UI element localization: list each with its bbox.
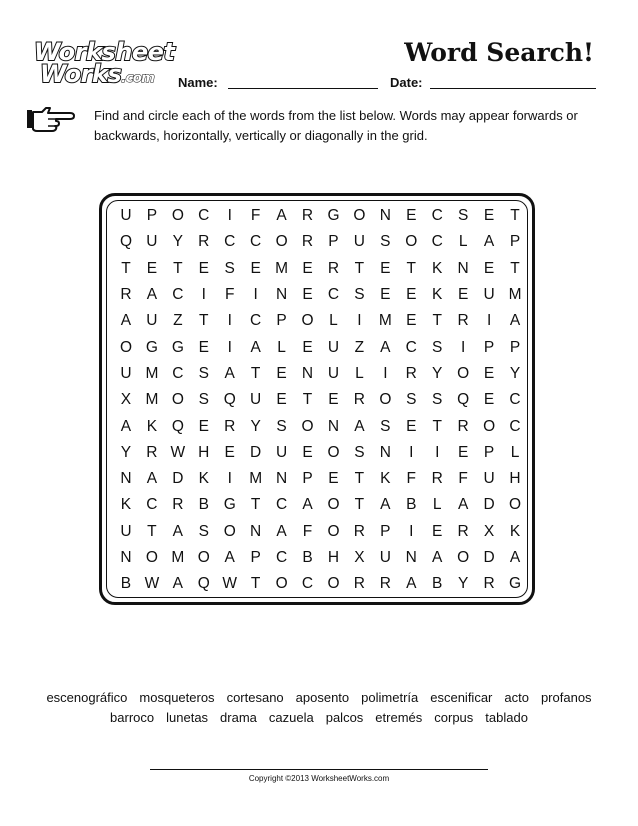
footer-divider: [150, 769, 488, 770]
grid-letter[interactable]: G: [327, 207, 340, 225]
grid-letter[interactable]: M: [249, 470, 263, 488]
grid-letter[interactable]: W: [222, 575, 238, 593]
grid-letter[interactable]: T: [121, 259, 131, 277]
grid-letter[interactable]: A: [302, 496, 313, 514]
name-line: [228, 88, 378, 89]
grid-letter[interactable]: U: [353, 233, 365, 251]
grid-letter[interactable]: O: [457, 364, 470, 382]
grid-letter[interactable]: E: [406, 417, 417, 435]
grid-letter[interactable]: C: [405, 338, 417, 356]
grid-letter[interactable]: D: [483, 549, 495, 566]
grid-letter[interactable]: B: [432, 575, 443, 593]
grid-letter[interactable]: R: [198, 233, 210, 251]
grid-letter[interactable]: T: [432, 312, 442, 330]
name-label: Name:: [178, 75, 218, 90]
grid-letter[interactable]: C: [509, 417, 521, 435]
instructions: Find and circle each of the words from the list below. Words may appear forwards or backwards, horizontally, vertically or diagonally in the grid.: [94, 108, 578, 143]
grid-letter[interactable]: A: [146, 286, 158, 304]
grid-letter[interactable]: E: [302, 443, 313, 461]
word-list-item: corpus: [434, 710, 474, 725]
grid-letter[interactable]: P: [380, 522, 391, 540]
grid-letter[interactable]: A: [250, 338, 261, 356]
word-list-item: palcos: [325, 710, 364, 725]
grid-letter[interactable]: A: [224, 549, 235, 566]
grid-letter[interactable]: E: [198, 338, 209, 356]
grid-letter[interactable]: N: [327, 417, 340, 435]
logo-works: Works: [40, 60, 122, 88]
grid-letter[interactable]: P: [509, 233, 521, 251]
grid-letter[interactable]: T: [250, 575, 261, 593]
grid-letter[interactable]: E: [302, 338, 313, 356]
grid-letter[interactable]: E: [302, 286, 313, 304]
grid-letter[interactable]: L: [432, 496, 442, 514]
grid-letter[interactable]: N: [120, 470, 132, 488]
word-list-item: cazuela: [268, 710, 314, 725]
grid-letter[interactable]: R: [483, 575, 495, 593]
grid-letter[interactable]: O: [171, 391, 184, 409]
grid-letter[interactable]: G: [223, 496, 236, 514]
grid-letter[interactable]: S: [354, 443, 365, 461]
grid-letter[interactable]: N: [275, 470, 288, 488]
grid-letter[interactable]: E: [328, 470, 339, 488]
grid-letter[interactable]: E: [250, 259, 261, 277]
grid-letter[interactable]: F: [458, 470, 468, 488]
grid-letter[interactable]: O: [301, 417, 314, 435]
grid-letter[interactable]: M: [171, 549, 185, 566]
grid-letter[interactable]: O: [327, 522, 340, 540]
grid-letter[interactable]: Q: [119, 233, 132, 251]
grid-letter[interactable]: B: [120, 575, 132, 593]
grid-letter[interactable]: C: [250, 312, 262, 330]
grid-letter[interactable]: B: [198, 496, 209, 514]
grid-letter[interactable]: E: [198, 417, 209, 435]
grid-letter[interactable]: S: [354, 286, 365, 304]
word-list-row-2: [0, 710, 638, 725]
grid-letter[interactable]: I: [201, 286, 206, 304]
grid-letter[interactable]: I: [357, 312, 362, 330]
grid-letter[interactable]: R: [120, 286, 132, 304]
grid-letter[interactable]: O: [327, 443, 340, 461]
grid-letter[interactable]: E: [276, 364, 287, 382]
word-search-grid: [113, 203, 528, 597]
grid-letter[interactable]: N: [120, 549, 132, 566]
grid-letter[interactable]: A: [172, 522, 184, 540]
grid-letter[interactable]: N: [457, 259, 469, 277]
grid-letter[interactable]: F: [406, 470, 417, 488]
pointing-hand-icon: [26, 104, 76, 134]
grid-letter[interactable]: U: [146, 233, 158, 251]
grid-letter[interactable]: T: [510, 207, 520, 225]
word-list-item: profanos: [540, 690, 592, 705]
grid-letter[interactable]: H: [509, 470, 521, 488]
grid-letter[interactable]: K: [432, 259, 443, 277]
grid-letter[interactable]: C: [327, 286, 340, 304]
grid-letter[interactable]: R: [457, 312, 469, 330]
grid-letter[interactable]: O: [457, 549, 470, 566]
grid-letter[interactable]: C: [198, 207, 210, 225]
grid-letter[interactable]: Y: [250, 417, 261, 435]
grid-letter[interactable]: K: [146, 417, 158, 435]
grid-letter[interactable]: E: [328, 391, 339, 409]
grid-letter[interactable]: T: [354, 496, 365, 514]
grid-letter[interactable]: N: [379, 207, 391, 225]
grid-letter[interactable]: M: [378, 312, 392, 330]
logo-dotcom: .com: [121, 71, 155, 86]
grid-letter[interactable]: R: [379, 575, 391, 593]
grid-letter[interactable]: P: [250, 549, 261, 566]
grid-letter[interactable]: I: [461, 338, 466, 356]
grid-letter[interactable]: O: [483, 417, 496, 435]
grid-letter[interactable]: S: [198, 391, 209, 409]
grid-letter[interactable]: D: [250, 443, 262, 461]
page-title: Word Search!: [404, 38, 594, 67]
grid-letter[interactable]: C: [275, 496, 288, 514]
grid-letter[interactable]: E: [198, 259, 209, 277]
grid-letter[interactable]: K: [120, 496, 132, 514]
grid-letter[interactable]: G: [509, 575, 522, 593]
grid-letter[interactable]: W: [170, 443, 186, 461]
grid-letter[interactable]: N: [301, 364, 314, 382]
grid-letter[interactable]: U: [483, 286, 495, 304]
grid-letter[interactable]: U: [120, 522, 132, 540]
grid-letter[interactable]: I: [486, 312, 492, 330]
grid-letter[interactable]: N: [250, 522, 262, 540]
grid-row: [113, 571, 528, 597]
grid-letter[interactable]: T: [432, 417, 442, 435]
grid-letter[interactable]: X: [483, 522, 495, 540]
grid-letter[interactable]: X: [120, 391, 132, 409]
grid-letter[interactable]: D: [483, 496, 495, 514]
grid-letter[interactable]: M: [508, 286, 522, 304]
grid-letter[interactable]: R: [457, 522, 469, 540]
grid-letter[interactable]: C: [431, 233, 443, 251]
grid-row: [113, 256, 528, 282]
grid-letter[interactable]: S: [432, 391, 443, 409]
grid-letter[interactable]: E: [380, 286, 391, 304]
word-list-item: acto: [504, 690, 529, 705]
grid-letter[interactable]: C: [301, 575, 314, 593]
grid-letter[interactable]: Q: [457, 391, 470, 409]
grid-letter[interactable]: S: [276, 417, 287, 435]
grid-letter[interactable]: P: [328, 233, 339, 251]
grid-letter[interactable]: U: [120, 364, 132, 382]
word-list-item: aposento: [295, 690, 350, 705]
grid-letter[interactable]: K: [380, 470, 391, 488]
word-list-item: etremés: [375, 710, 423, 725]
grid-letter[interactable]: K: [509, 522, 521, 540]
grid-letter[interactable]: T: [406, 259, 417, 277]
grid-row: [113, 308, 528, 334]
grid-letter[interactable]: U: [146, 312, 158, 330]
grid-letter[interactable]: F: [224, 286, 235, 304]
grid-row: [113, 387, 528, 413]
word-list-item: polimetría: [361, 690, 419, 705]
grid-letter[interactable]: A: [406, 575, 417, 593]
grid-letter[interactable]: Z: [354, 338, 365, 356]
grid-letter[interactable]: M: [275, 259, 289, 277]
grid-letter[interactable]: T: [250, 364, 261, 382]
grid-letter[interactable]: U: [327, 338, 340, 356]
grid-letter[interactable]: T: [354, 470, 365, 488]
grid-letter[interactable]: E: [146, 259, 158, 277]
grid-letter[interactable]: E: [483, 207, 495, 225]
grid-row: [113, 545, 528, 571]
grid-letter[interactable]: Q: [171, 417, 184, 435]
grid-letter[interactable]: P: [146, 207, 158, 225]
grid-letter[interactable]: Q: [197, 575, 210, 593]
grid-letter[interactable]: S: [406, 391, 417, 409]
grid-letter[interactable]: A: [509, 549, 521, 566]
grid-letter[interactable]: R: [457, 417, 469, 435]
grid-letter[interactable]: C: [250, 233, 262, 251]
grid-letter[interactable]: A: [380, 338, 391, 356]
grid-letter[interactable]: E: [276, 391, 287, 409]
grid-letter[interactable]: O: [509, 496, 522, 514]
grid-letter[interactable]: C: [224, 233, 236, 251]
grid-letter[interactable]: I: [227, 338, 232, 356]
grid-letter[interactable]: E: [457, 443, 469, 461]
grid-letter[interactable]: U: [275, 443, 288, 461]
grid-letter[interactable]: I: [227, 470, 232, 488]
grid-letter[interactable]: E: [406, 286, 417, 304]
grid-letter[interactable]: M: [145, 391, 159, 409]
grid-letter[interactable]: L: [458, 233, 468, 251]
grid-letter[interactable]: R: [353, 575, 365, 593]
grid-letter[interactable]: Y: [432, 364, 443, 382]
grid-letter[interactable]: A: [483, 233, 495, 251]
grid-letter[interactable]: L: [355, 364, 364, 382]
grid-letter[interactable]: T: [302, 391, 313, 409]
grid-row: [113, 466, 528, 492]
word-list-item: barroco: [110, 710, 155, 725]
grid-letter[interactable]: O: [327, 496, 340, 514]
grid-letter[interactable]: I: [383, 364, 388, 382]
grid-letter[interactable]: W: [144, 575, 160, 593]
grid-letter[interactable]: O: [119, 338, 132, 356]
date-label: Date:: [390, 75, 423, 90]
grid-letter[interactable]: L: [510, 443, 520, 461]
grid-letter[interactable]: S: [380, 233, 391, 251]
grid-letter[interactable]: O: [327, 575, 340, 593]
grid-letter[interactable]: I: [409, 443, 414, 461]
grid-letter[interactable]: E: [380, 259, 391, 277]
worksheetworks-logo: [34, 38, 175, 88]
grid-letter[interactable]: P: [302, 470, 313, 488]
grid-letter[interactable]: Y: [457, 575, 469, 593]
grid-letter[interactable]: O: [353, 207, 366, 225]
grid-letter[interactable]: T: [199, 312, 209, 330]
grid-letter[interactable]: M: [145, 364, 159, 382]
grid-letter[interactable]: B: [302, 549, 313, 566]
grid-letter[interactable]: E: [406, 312, 417, 330]
grid-row: [113, 361, 528, 387]
logo-line2: [40, 62, 154, 86]
grid-letter[interactable]: A: [457, 496, 469, 514]
word-list-item: cortesano: [226, 690, 284, 705]
grid-letter[interactable]: Y: [509, 364, 521, 382]
grid-letter[interactable]: H: [198, 443, 210, 461]
grid-letter[interactable]: K: [198, 470, 209, 488]
grid-letter[interactable]: O: [379, 391, 392, 409]
grid-letter[interactable]: H: [327, 549, 340, 566]
grid-letter[interactable]: Y: [172, 233, 184, 251]
grid-letter[interactable]: P: [483, 338, 495, 356]
grid-letter[interactable]: O: [145, 549, 158, 566]
grid-row: [113, 492, 528, 518]
grid-letter[interactable]: T: [250, 496, 261, 514]
grid-letter[interactable]: N: [275, 286, 288, 304]
grid-letter[interactable]: P: [509, 338, 521, 356]
grid-letter[interactable]: R: [301, 233, 314, 251]
grid-letter[interactable]: A: [354, 417, 365, 435]
grid-row: [113, 519, 528, 545]
grid-row: [113, 203, 528, 229]
grid-letter[interactable]: I: [227, 312, 232, 330]
grid-letter[interactable]: N: [379, 443, 391, 461]
grid-letter[interactable]: U: [250, 391, 262, 409]
grid-letter[interactable]: A: [276, 207, 287, 225]
grid-letter[interactable]: A: [120, 312, 132, 330]
word-list-item: lunetas: [166, 710, 209, 725]
grid-letter[interactable]: O: [197, 549, 210, 566]
grid-letter[interactable]: P: [276, 312, 287, 330]
grid-letter[interactable]: I: [227, 207, 232, 225]
grid-letter[interactable]: S: [224, 259, 235, 277]
copyright: Copyright ©2013 WorksheetWorks.com: [248, 774, 390, 783]
grid-letter[interactable]: I: [435, 443, 440, 461]
grid-letter[interactable]: O: [275, 233, 288, 251]
grid-letter[interactable]: I: [409, 522, 414, 540]
grid-letter[interactable]: R: [353, 391, 365, 409]
grid-letter[interactable]: Q: [223, 391, 236, 409]
grid-letter[interactable]: A: [432, 549, 443, 566]
grid-letter[interactable]: Y: [120, 443, 132, 461]
word-list-item: drama: [220, 710, 257, 725]
grid-letter[interactable]: U: [120, 207, 132, 225]
word-list-item: escenográfico: [46, 690, 128, 705]
grid-letter[interactable]: T: [173, 259, 183, 277]
grid-letter[interactable]: L: [277, 338, 286, 356]
grid-letter[interactable]: C: [431, 207, 443, 225]
grid-letter[interactable]: P: [483, 443, 495, 461]
grid-letter[interactable]: R: [172, 496, 184, 514]
grid-letter[interactable]: C: [146, 496, 158, 514]
grid-letter[interactable]: O: [405, 233, 418, 251]
grid-letter[interactable]: E: [483, 259, 495, 277]
grid-letter[interactable]: K: [432, 286, 443, 304]
grid-letter[interactable]: E: [224, 443, 235, 461]
grid-letter[interactable]: A: [509, 312, 521, 330]
grid-letter[interactable]: E: [432, 522, 443, 540]
grid-letter[interactable]: R: [353, 522, 365, 540]
word-list-row-1: [0, 690, 638, 705]
logo-line1: Worksheet: [34, 38, 175, 66]
grid-letter[interactable]: R: [405, 364, 417, 382]
grid-letter[interactable]: S: [380, 417, 391, 435]
grid-letter[interactable]: N: [405, 549, 417, 566]
grid-letter[interactable]: O: [275, 575, 288, 593]
grid-letter[interactable]: C: [275, 549, 288, 566]
grid-letter[interactable]: B: [406, 496, 417, 514]
grid-letter[interactable]: E: [483, 391, 495, 409]
grid-letter[interactable]: T: [510, 259, 520, 277]
grid-letter[interactable]: O: [223, 522, 236, 540]
word-list-item: escenificar: [430, 690, 493, 705]
word-list-item: tablado: [485, 710, 528, 725]
grid-letter[interactable]: S: [432, 338, 443, 356]
grid-letter[interactable]: R: [146, 443, 158, 461]
grid-letter[interactable]: U: [327, 364, 340, 382]
grid-row: [113, 440, 528, 466]
grid-row: [113, 229, 528, 255]
grid-letter[interactable]: G: [171, 338, 184, 356]
grid-letter[interactable]: E: [457, 286, 469, 304]
grid-letter[interactable]: G: [145, 338, 158, 356]
grid-letter[interactable]: I: [253, 286, 258, 304]
grid-letter[interactable]: E: [406, 207, 417, 225]
grid-row: [113, 282, 528, 308]
word-list-item: mosqueteros: [139, 690, 215, 705]
grid-letter[interactable]: A: [172, 575, 184, 593]
grid-letter[interactable]: C: [509, 391, 521, 409]
grid-letter[interactable]: S: [457, 207, 469, 225]
grid-letter[interactable]: A: [380, 496, 391, 514]
grid-letter[interactable]: S: [198, 364, 209, 382]
date-line: [430, 88, 596, 89]
grid-letter[interactable]: U: [379, 549, 391, 566]
grid-letter[interactable]: A: [120, 417, 132, 435]
grid-letter[interactable]: O: [171, 207, 184, 225]
grid-letter[interactable]: X: [354, 549, 365, 566]
grid-letter[interactable]: Z: [173, 312, 183, 330]
grid-letter[interactable]: S: [198, 522, 209, 540]
grid-letter[interactable]: O: [301, 312, 314, 330]
grid-letter[interactable]: F: [250, 207, 261, 225]
grid-letter[interactable]: T: [354, 259, 365, 277]
grid-letter[interactable]: R: [301, 207, 314, 225]
grid-letter[interactable]: T: [147, 522, 157, 540]
grid-letter[interactable]: A: [276, 522, 287, 540]
grid-letter[interactable]: R: [224, 417, 236, 435]
grid-letter[interactable]: C: [172, 286, 184, 304]
grid-letter[interactable]: E: [302, 259, 313, 277]
grid-row: [113, 413, 528, 439]
grid-letter[interactable]: D: [172, 470, 184, 488]
grid-letter[interactable]: U: [483, 470, 495, 488]
grid-letter[interactable]: R: [431, 470, 443, 488]
grid-letter[interactable]: A: [146, 470, 158, 488]
grid-letter[interactable]: R: [327, 259, 340, 277]
grid-letter[interactable]: E: [483, 364, 495, 382]
grid-letter[interactable]: A: [224, 364, 235, 382]
grid-letter[interactable]: L: [329, 312, 338, 330]
grid-row: [113, 334, 528, 360]
grid-letter[interactable]: C: [172, 364, 184, 382]
grid-letter[interactable]: F: [302, 522, 313, 540]
